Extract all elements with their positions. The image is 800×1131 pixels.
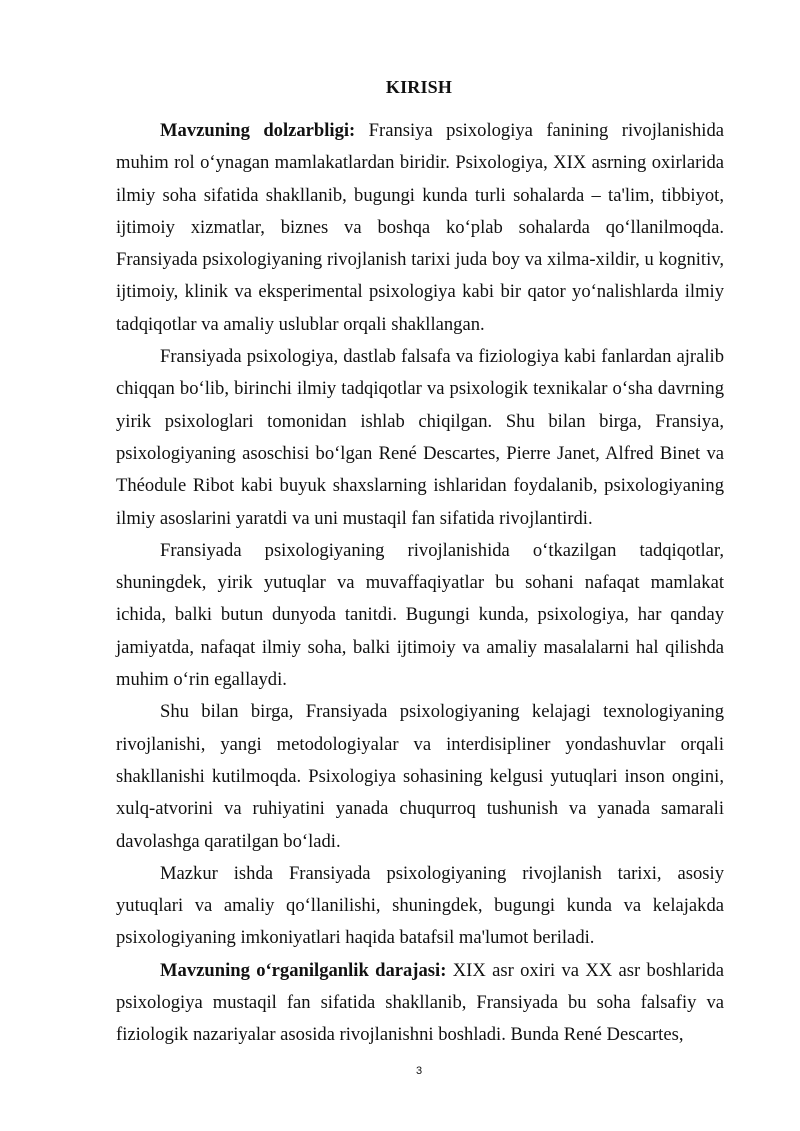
paragraph-text: Fransiya psixologiya fanining rivojlanishida muhim rol o‘ynagan mamlakatlardan biridir. Psixologiya, XIX asrning oxirlarida ilmiy soha sifatida shakllanib, bugungi kunda turli sohalarda – ta'lim, tibbiyot, ijtimoiy xizmatlar, biznes va boshqa ko‘plab sohalarda qo‘llanilmoqda. Fransiyada psixologiyaning rivojlanish tarixi juda boy va xilma-xildir, u kognitiv, ijtimoiy, klinik va eksperimental psixologiya kabi bir qator yo‘nalishlarda ilmiy tadqiqotlar va amaliy uslublar orqali shakllangan.	[116, 120, 724, 335]
paragraph-lead: Mavzuning o‘rganilganlik darajasi:	[160, 959, 447, 981]
page-number: 3	[415, 1065, 423, 1077]
paragraph-lead: Mavzuning dolzarbligi:	[160, 120, 356, 141]
paragraph-text: XIX asr oxiri va XX asr boshlarida psixologiya mustaqil fan sifatida shakllanib, Fransiyada bu soha falsafiy va fiziologik nazariyalar asosida rivojlanishni boshladi. Bunda René Descartes,	[116, 959, 724, 1046]
paragraph-achievements	[116, 535, 724, 696]
page-title: KIRISH	[385, 77, 453, 97]
paragraph-text: Fransiyada psixologiya, dastlab falsafa va fiziologiya kabi fanlardan ajralib chiqqan bo‘lib, birinchi ilmiy tadqiqotlar va psixologik texnikalar o‘sha davrning yirik psixologlari tomonidan ishlab chiqilgan. Shu bilan birga, Fransiya, psixologiyaning asoschisi bo‘lgan René Descartes, Pierre Janet, Alfred Binet va Théodule Ribot kabi buyuk shaxslarning ishlaridan foydalanib, psixologiyaning ilmiy asoslarini yaratdi va uni mustaqil fan sifatida rivojlantirdi.	[116, 346, 724, 529]
paragraph-future	[116, 696, 724, 857]
paragraph-text: Shu bilan birga, Fransiyada psixologiyaning kelajagi texnologiyaning rivojlanishi, yangi metodologiyalar va interdisipliner yondashuvlar orqali shakllanishi kutilmoqda. Psixologiya sohasining kelgusi yutuqlari inson ongini, xulq-atvorini va ruhiyatini yanada chuqurroq tushunish va yanada samarali davolashga qaratilgan bo‘ladi.	[116, 701, 724, 852]
paragraph-text: Fransiyada psixologiyaning rivojlanishida o‘tkazilgan tadqiqotlar, shuningdek, yirik yutuqlar va muvaffaqiyatlar bu sohani nafaqat mamlakat ichida, balki butun dunyoda tanitdi. Bugungi kunda, psixologiya, har qanday jamiyatda, nafaqat ilmiy soha, balki ijtimoiy va amaliy masalalarni hal qilishda muhim o‘rin egallaydi.	[116, 539, 724, 691]
paragraph-study-level	[116, 955, 724, 1052]
body-text	[116, 115, 724, 1052]
paragraph-history	[116, 341, 724, 535]
paragraph-scope	[116, 858, 724, 955]
paragraph-relevance	[116, 115, 724, 341]
paragraph-text: Mazkur ishda Fransiyada psixologiyaning rivojlanish tarixi, asosiy yutuqlari va amaliy qo‘llanilishi, shuningdek, bugungi kunda va kelajakda psixologiyaning imkoniyatlari haqida batafsil ma'lumot beriladi.	[116, 862, 724, 949]
